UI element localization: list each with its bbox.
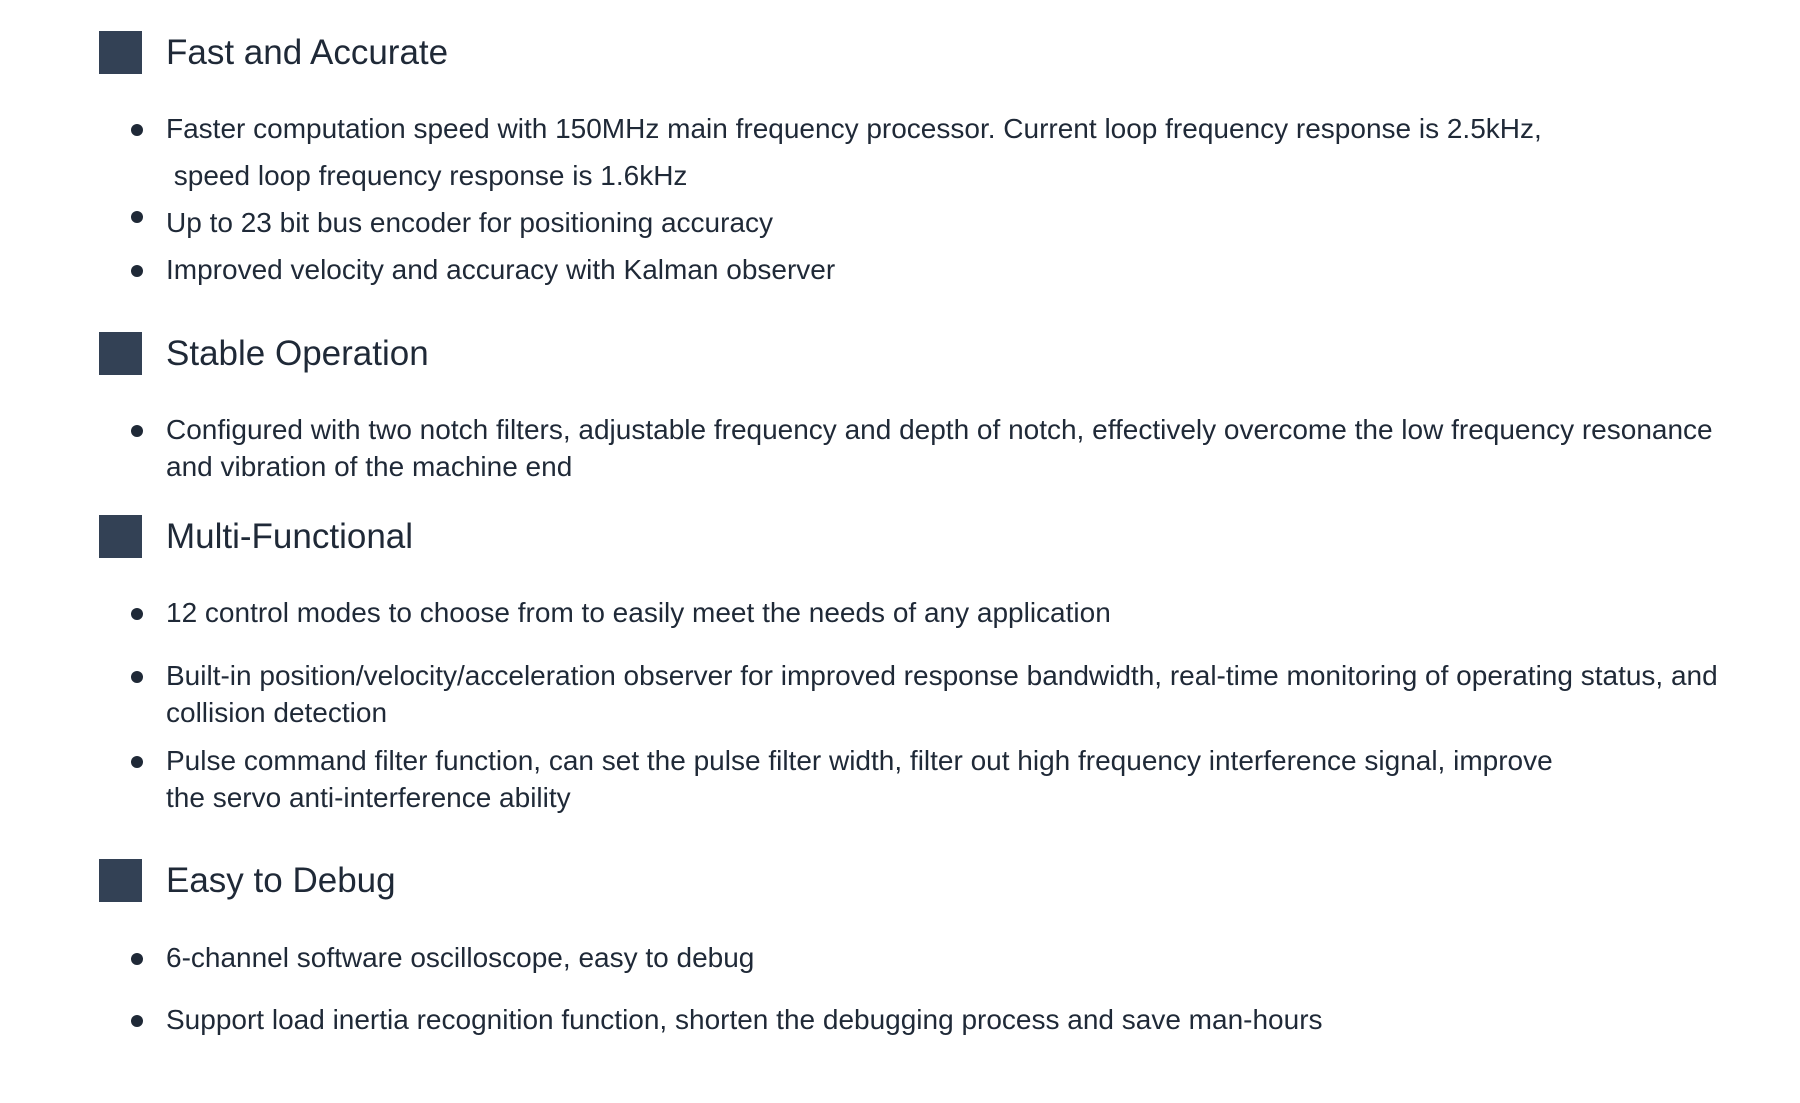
list-item-text: 12 control modes to choose from to easily meet the needs of any application [166, 597, 1111, 628]
list-item-text: Up to 23 bit bus encoder for positioning accuracy [166, 207, 774, 238]
bullet-icon [131, 124, 143, 136]
section-title: Stable Operation [166, 334, 429, 373]
list-item-text: speed loop frequency response is 1.6kHz [166, 160, 688, 191]
list-item-text: Pulse command filter function, can set the pulse filter width, filter out high frequency interference signal, improve the servo anti-interference ability [166, 745, 1553, 813]
bullet-icon [131, 756, 143, 768]
section-stable-operation [0, 332, 1800, 382]
section-title: Easy to Debug [166, 861, 396, 900]
section-heading [0, 859, 1800, 909]
square-bullet-icon [99, 859, 142, 902]
section-fast-and-accurate [0, 31, 1800, 81]
list-item-text: Improved velocity and accuracy with Kalman observer [166, 254, 836, 285]
bullet-icon [131, 953, 143, 965]
section-title: Multi-Functional [166, 517, 414, 556]
list-item-text: Built-in position/velocity/acceleration observer for improved response bandwidth, real-time monitoring of operating status, and collision detection [166, 660, 1718, 728]
list-item-text: 6-channel software oscilloscope, easy to debug [166, 942, 755, 973]
section-title: Fast and Accurate [166, 33, 449, 72]
bullet-icon [131, 425, 143, 437]
bullet-icon [131, 265, 143, 277]
section-easy-to-debug [0, 859, 1800, 909]
section-heading [0, 332, 1800, 382]
square-bullet-icon [99, 332, 142, 375]
bullet-icon [131, 1015, 143, 1027]
section-heading [0, 31, 1800, 81]
bullet-icon [131, 211, 143, 223]
list-item-text: Support load inertia recognition function, shorten the debugging process and save man-hours [166, 1004, 1323, 1035]
bullet-icon [131, 671, 143, 683]
bullet-icon [131, 608, 143, 620]
list-item-text: Faster computation speed with 150MHz main frequency processor. Current loop frequency response is 2.5kHz, [166, 113, 1542, 144]
square-bullet-icon [99, 515, 142, 558]
section-multi-functional [0, 515, 1800, 565]
list-item-text: Configured with two notch filters, adjustable frequency and depth of notch, effectively overcome the low frequency resonance and vibration of the machine end [166, 414, 1713, 482]
square-bullet-icon [99, 31, 142, 74]
section-heading [0, 515, 1800, 565]
